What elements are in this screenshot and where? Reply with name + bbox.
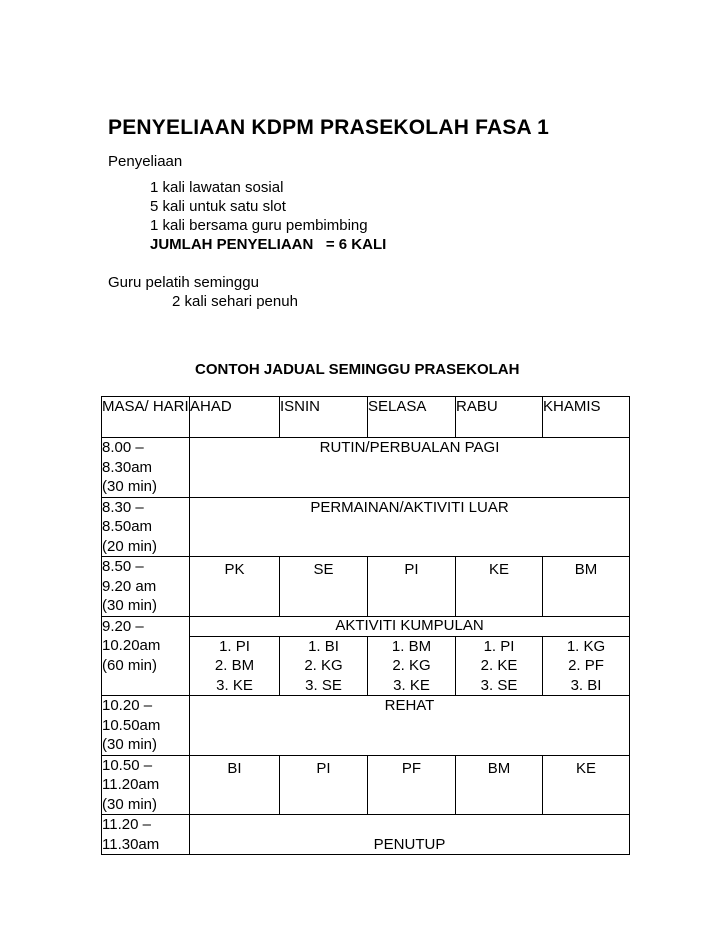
subject-cell: PI — [280, 755, 368, 815]
time-line: 10.20am — [102, 637, 161, 654]
activity-span: AKTIVITI KUMPULAN — [190, 616, 630, 636]
header-day: RABU — [456, 397, 543, 438]
schedule-table — [101, 396, 630, 855]
header-time: MASA/ HARI — [102, 397, 190, 438]
table-row — [102, 438, 630, 498]
list-item: 1. PI — [483, 637, 515, 655]
time-line: (30 min) — [102, 478, 158, 495]
time-line: 11.20 – — [102, 816, 151, 833]
time-line: 8.30am — [102, 458, 153, 476]
time-line: 8.30 – — [102, 498, 144, 516]
trainee-detail: 2 kali sehari penuh — [172, 293, 298, 310]
activity-span: RUTIN/PERBUALAN PAGI — [190, 438, 630, 498]
list-item: 2. KE — [480, 657, 518, 674]
time-cell — [102, 557, 190, 617]
list-item: 3. KE — [216, 676, 253, 694]
time-line: 9.20 am — [102, 577, 157, 595]
subject-cell: KE — [543, 755, 630, 815]
group-list — [543, 636, 630, 696]
time-line: 11.20am — [102, 776, 160, 793]
list-item: 3. SE — [305, 676, 342, 694]
subject-cell: PF — [368, 755, 456, 815]
time-cell — [102, 815, 190, 855]
trainee-heading: Guru pelatih seminggu — [108, 274, 259, 291]
list-item: 3. BI — [570, 676, 602, 694]
time-line: 10.50am — [102, 716, 161, 734]
time-line: 10.20 – — [102, 697, 153, 714]
table-title: CONTOH JADUAL SEMINGGU PRASEKOLAH — [195, 361, 520, 378]
table-row — [102, 815, 630, 855]
supervision-heading: Penyeliaan — [108, 153, 183, 170]
list-item: 1. PI — [219, 637, 250, 655]
time-cell — [102, 616, 190, 696]
table-row — [102, 755, 630, 815]
group-list — [280, 636, 368, 696]
time-cell — [102, 755, 190, 815]
subject-cell: BI — [190, 755, 280, 815]
activity-span: PERMAINAN/AKTIVITI LUAR — [190, 497, 630, 557]
header-day: ISNIN — [280, 397, 368, 438]
time-line: 11.30am — [102, 835, 160, 853]
list-item: 2. KG — [392, 657, 431, 674]
subject-cell: KE — [456, 557, 543, 617]
time-line: 10.50 – — [102, 756, 153, 774]
list-item: 1. BM — [391, 637, 432, 655]
activity-span: PENUTUP — [190, 815, 630, 855]
list-item: 2. PF — [568, 657, 604, 674]
time-line: 9.20 – — [102, 617, 144, 635]
table-row — [102, 497, 630, 557]
header-day: SELASA — [368, 397, 456, 438]
time-line: 8.50 – — [102, 558, 144, 575]
list-item: 3. SE — [480, 676, 518, 694]
group-list — [368, 636, 456, 696]
time-cell — [102, 497, 190, 557]
time-line: (30 min) — [102, 736, 158, 753]
supervision-item: 5 kali untuk satu slot — [150, 198, 286, 215]
subject-cell: SE — [280, 557, 368, 617]
page-title: PENYELIAAN KDPM PRASEKOLAH FASA 1 — [108, 116, 550, 139]
time-line: (60 min) — [102, 656, 158, 674]
table-row — [102, 616, 630, 636]
supervision-item: 1 kali bersama guru pembimbing — [150, 217, 368, 234]
table-row — [102, 557, 630, 617]
supervision-item: 1 kali lawatan sosial — [150, 179, 284, 196]
subject-cell: BM — [456, 755, 543, 815]
table-row — [102, 696, 630, 756]
group-list — [190, 636, 280, 696]
list-item: 3. KE — [393, 676, 430, 694]
time-cell — [102, 696, 190, 756]
list-item: 1. KG — [566, 637, 606, 655]
time-line: (30 min) — [102, 597, 158, 614]
list-item: 1. BI — [308, 637, 339, 655]
time-line: 8.50am — [102, 518, 153, 535]
subject-cell: PI — [368, 557, 456, 617]
list-item: 2. BM — [214, 657, 255, 674]
time-line: (30 min) — [102, 795, 158, 813]
header-day: AHAD — [190, 397, 280, 438]
activity-span: REHAT — [190, 696, 630, 756]
time-cell — [102, 438, 190, 498]
header-day: KHAMIS — [543, 397, 630, 438]
subject-cell: PK — [190, 557, 280, 617]
time-line: (20 min) — [102, 537, 158, 555]
group-list — [456, 636, 543, 696]
list-item: 2. KG — [304, 657, 343, 674]
subject-cell: BM — [543, 557, 630, 617]
header-row — [102, 397, 630, 438]
supervision-total: JUMLAH PENYELIAAN = 6 KALI — [150, 236, 387, 253]
time-line: 8.00 – — [102, 439, 144, 456]
